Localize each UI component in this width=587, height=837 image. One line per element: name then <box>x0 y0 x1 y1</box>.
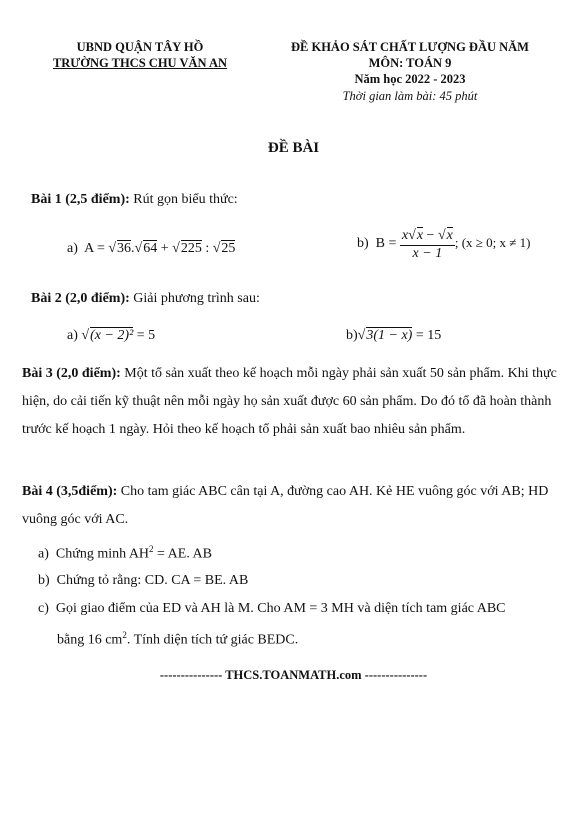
question-4b-text: Chứng tỏ rằng: CD. CA = BE. AB <box>56 573 249 588</box>
question-1-text: Rút gọn biểu thức: <box>129 192 238 207</box>
radicand: x <box>416 228 424 243</box>
school-district: UBND QUẬN TÂY HỒ <box>76 40 204 54</box>
expr-op: : <box>201 241 213 256</box>
fraction-denominator: x − 1 <box>412 245 443 261</box>
question-4a-text-end: = AE. AB <box>153 546 213 562</box>
question-4b <box>38 574 248 588</box>
fraction-numerator: x√x − √x <box>400 227 455 246</box>
expr-rhs: = 5 <box>133 328 156 343</box>
question-1b <box>357 227 531 261</box>
question-2a-label: a) <box>67 328 78 343</box>
question-4-text: Cho tam giác ABC cân tại A, đường cao AH. Kẻ HE vuông góc với AB; HD vuông góc với AC. <box>22 484 549 527</box>
radicand: 3(1 − x) <box>366 328 413 343</box>
school-year: Năm học 2022 - 2023 <box>354 72 466 86</box>
question-2-text: Giải phương trình sau: <box>129 291 260 306</box>
question-4-label: Bài 4 (3,5điểm): <box>22 484 118 499</box>
question-1-label: Bài 1 (2,5 điểm): <box>31 192 130 207</box>
question-2b: b)√3(1 − x) = 15 <box>346 328 442 343</box>
superscript: 2 <box>122 630 127 640</box>
question-4 <box>22 478 552 534</box>
question-2a: a) √(x − 2)² = 5 <box>67 328 156 343</box>
expr-lhs: B = <box>375 236 400 252</box>
question-4c-continued <box>57 631 298 648</box>
school-name: TRƯỜNG THCS CHU VĂN AN <box>52 56 228 70</box>
question-4b-label: b) <box>38 573 50 588</box>
radicand: 64 <box>143 241 158 256</box>
exam-subject: MÔN: TOÁN 9 <box>368 56 452 70</box>
question-4c-text-2: bằng 16 cm <box>57 632 123 648</box>
question-4a-text: Chứng minh AH <box>55 546 150 562</box>
question-1-heading <box>31 193 238 207</box>
radicand: (x − 2)² <box>90 328 134 343</box>
question-2b-label: b) <box>346 328 358 343</box>
condition: ; (x ≥ 0; x ≠ 1) <box>454 235 531 251</box>
fraction <box>400 227 455 261</box>
question-1b-label: b) <box>357 236 369 252</box>
question-1a-label: a) <box>67 241 78 256</box>
page-title: ĐỀ BÀI <box>267 140 320 156</box>
question-2-heading <box>31 292 260 306</box>
question-4c <box>38 602 506 616</box>
var: x <box>401 228 409 243</box>
expr-rhs: = 15 <box>412 328 442 343</box>
footer-source: --------------- THCS.TOANMATH.com --------------- <box>159 668 428 682</box>
exam-title: ĐỀ KHẢO SÁT CHẤT LƯỢNG ĐẦU NĂM <box>291 40 529 54</box>
expr-op: + <box>157 241 173 256</box>
expr-op: − <box>423 228 438 243</box>
radicand: 25 <box>221 241 236 256</box>
question-4a-label: a) <box>38 546 49 562</box>
radicand: 36 <box>117 241 132 256</box>
superscript: 2 <box>149 544 154 554</box>
question-3-text: Một tổ sản xuất theo kế hoạch mỗi ngày phải sản xuất 50 sản phẩm. Khi thực hiện, do cải tiến kỹ thuật nên mỗi ngày họ sản xuất được 60 sản phẩm. Do đó tổ đã hoàn thành trước kế hoạch 1 ngày. Hỏi theo kế hoạch tổ phải sản xuất bao nhiêu sản phẩm. <box>22 366 557 437</box>
question-4c-text-2-end: . Tính diện tích tứ giác BEDC. <box>126 632 299 648</box>
question-4c-label: c) <box>38 601 49 616</box>
expr-lhs: A = <box>84 241 109 256</box>
question-4a <box>38 545 212 562</box>
question-2-label: Bài 2 (2,0 điểm): <box>31 291 130 306</box>
question-1a: a) A = √36.√64 + √225 : √25 <box>67 241 236 256</box>
exam-duration: Thời gian làm bài: 45 phút <box>342 89 478 103</box>
radicand: 225 <box>180 241 202 256</box>
radicand: x <box>446 228 453 243</box>
expr-op: . <box>131 241 135 256</box>
question-3 <box>22 360 567 444</box>
question-3-label: Bài 3 (2,0 điểm): <box>22 366 121 381</box>
question-4c-text: Gọi giao điểm của ED và AH là M. Cho AM = 3 MH và diện tích tam giác ABC <box>55 601 506 616</box>
